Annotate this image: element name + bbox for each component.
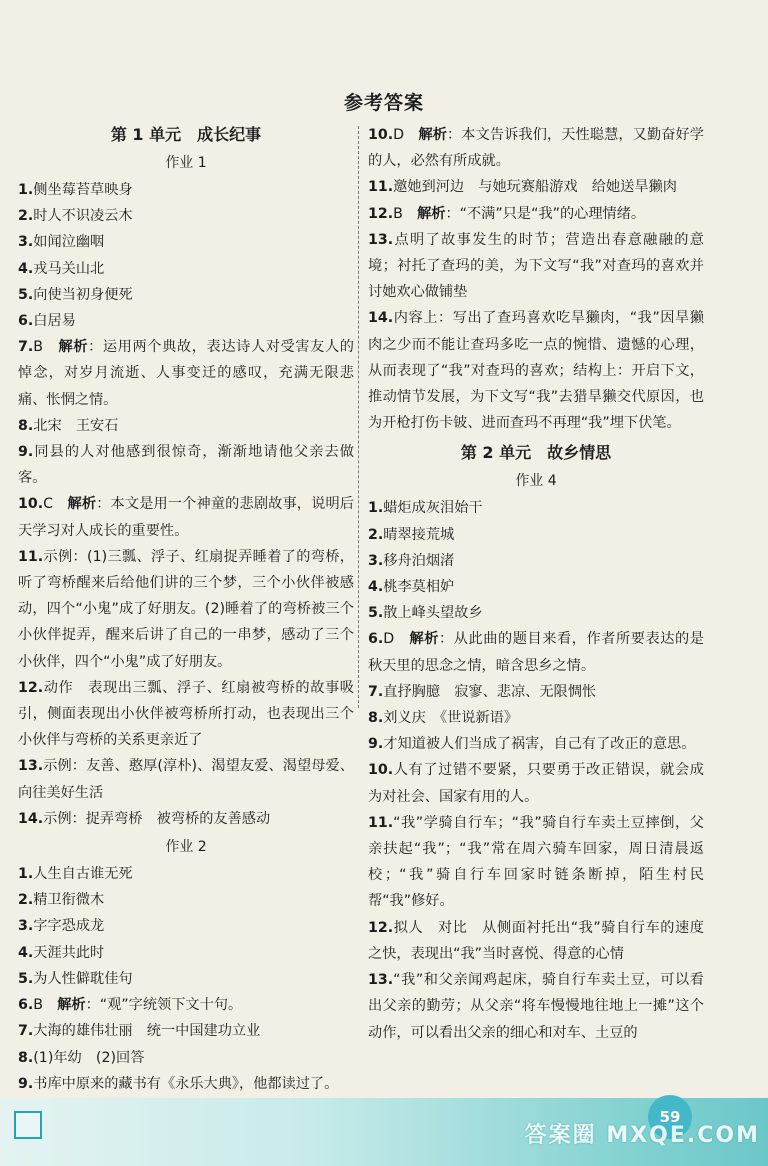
- answer-item: [18, 675, 354, 754]
- answer-number: 13.: [368, 231, 394, 248]
- answer-item: [368, 495, 704, 521]
- answer-number: 6.: [368, 631, 384, 648]
- answer-number: 11.: [368, 814, 394, 831]
- answer-number: 5.: [18, 970, 34, 987]
- answer-item: [18, 887, 354, 913]
- answer-text: 内容上：写出了查玛喜欢吃旱獭肉，“我”因旱獭肉之少而不能让查玛多吃一点的惋惜、遗憾的心理，从而表现了“我”对查玛的喜欢；结构上：开启下文，推动情节发展，为下文写“我”去猎旱獭交代原因，也为开枪打伤卡铍、进而查玛不再理“我”埋下伏笔。: [368, 310, 704, 432]
- answer-text: 蜡炬成灰泪始干: [383, 500, 483, 517]
- answer-item: [18, 413, 354, 439]
- answer-item: [368, 174, 704, 200]
- answer-item: [18, 1071, 354, 1097]
- answer-item: [368, 600, 704, 626]
- answer-number: 9.: [18, 1075, 34, 1092]
- analysis-label: 解析: [409, 631, 440, 648]
- answer-number: 3.: [18, 234, 34, 251]
- answer-choice: B: [33, 339, 59, 356]
- answer-number: 4.: [368, 579, 384, 596]
- answer-number: 13.: [368, 972, 394, 989]
- answer-item: [18, 256, 354, 282]
- answer-item: [18, 913, 354, 939]
- answer-number: 7.: [18, 1023, 34, 1040]
- answer-number: 3.: [368, 552, 384, 569]
- answer-text: 直抒胸臆 寂寥、悲凉、无限惆怅: [383, 683, 597, 700]
- answer-number: 14.: [18, 810, 44, 827]
- answer-text: 大海的雄伟壮丽 统一中国建功立业: [33, 1023, 261, 1040]
- homework-3-continued-list: [368, 122, 704, 436]
- answer-number: 11.: [368, 179, 394, 196]
- answer-number: 2.: [368, 526, 384, 543]
- answer-item: [368, 810, 704, 915]
- answer-text: ：从此曲的题目来看，作者所要表达的是秋天里的思念之情，暗含思乡之情。: [368, 631, 704, 674]
- answer-number: 9.: [368, 736, 384, 753]
- right-column: [368, 122, 704, 1046]
- page-title: 参考答案: [343, 92, 424, 114]
- answer-number: 10.: [368, 762, 394, 779]
- answer-item: [368, 705, 704, 731]
- answer-number: 4.: [18, 260, 34, 277]
- answer-item: [18, 229, 354, 255]
- unit-2-title: 第 2 单元 故乡情思: [460, 443, 612, 463]
- answer-text: 人有了过错不要紧，只要勇于改正错误，就会成为对社会、国家有用的人。: [368, 762, 704, 805]
- answer-item: [18, 334, 354, 413]
- answer-number: 4.: [18, 944, 34, 961]
- analysis-label: 解析: [58, 339, 89, 356]
- answer-text: “我”学骑自行车；“我”骑自行车卖土豆摔倒，父亲扶起“我”；“我”常在周六骑车回家，周日清晨返校；“我”骑自行车回家时链条断掉，陌生村民帮“我”修好。: [368, 814, 704, 910]
- answer-choice: D: [393, 127, 419, 143]
- answer-item: [368, 731, 704, 757]
- answer-text: 示例：捉弄弯桥 被弯桥的友善感动: [43, 810, 271, 827]
- answer-item: [18, 753, 354, 805]
- homework-2-list: [18, 861, 354, 1097]
- answer-item: [18, 203, 354, 229]
- answer-text: 刘义庆 《世说新语》: [383, 710, 519, 727]
- answer-text: 移舟泊烟渚: [383, 552, 455, 569]
- homework-1-list: [18, 177, 354, 832]
- answer-text: 如闻泣幽咽: [33, 234, 105, 251]
- answer-number: 12.: [18, 679, 44, 696]
- answer-number: 14.: [368, 310, 394, 327]
- answer-number: 5.: [18, 286, 34, 303]
- answer-text: 书库中原来的藏书有《永乐大典》，他都读过了。: [33, 1075, 339, 1092]
- answer-item: [18, 544, 354, 675]
- answer-item: [368, 967, 704, 1046]
- answer-number: 7.: [18, 339, 34, 356]
- answer-text: 时人不识凌云木: [33, 208, 133, 225]
- answer-item: [368, 122, 704, 174]
- answer-text: ：“不满”只是“我”的心理情绪。: [445, 205, 646, 222]
- answer-text: 向使当初身便死: [33, 286, 133, 303]
- answer-item: [18, 806, 354, 832]
- answer-text: 散上峰头望故乡: [383, 605, 483, 622]
- answer-item: [18, 282, 354, 308]
- answer-item: [18, 1018, 354, 1044]
- answer-text: 拟人 对比 从侧面衬托出“我”骑自行车的速度之快，表现出“我”当时喜悦、得意的心情: [368, 919, 704, 962]
- answer-text: ：“观”字统领下文十句。: [85, 997, 243, 1014]
- answer-number: 10.: [368, 127, 394, 143]
- answer-item: [368, 679, 704, 705]
- answer-number: 13.: [18, 758, 44, 775]
- answer-text: 人生自古谁无死: [33, 866, 133, 883]
- answer-text: 戎马关山北: [33, 260, 105, 277]
- answer-text: 字字恐成龙: [33, 918, 105, 935]
- answer-number: 3.: [18, 918, 34, 935]
- answer-choice: B: [393, 205, 418, 222]
- watermark: 答案圈 MXQE.COM: [524, 1123, 760, 1148]
- answer-number: 1.: [18, 182, 34, 198]
- homework-2-title: 作业 2: [165, 839, 207, 856]
- analysis-label: 解析: [417, 205, 446, 222]
- answer-number: 8.: [18, 417, 34, 434]
- answer-choice: C: [43, 496, 68, 513]
- answer-item: [18, 491, 354, 543]
- answer-number: 6.: [18, 997, 34, 1014]
- answer-item: [368, 574, 704, 600]
- answer-item: [368, 915, 704, 967]
- answer-choice: B: [33, 997, 58, 1014]
- answer-text: ：本文是用一个神童的悲剧故事，说明后天学习对人成长的重要性。: [18, 496, 354, 539]
- page-number: 59: [648, 1095, 692, 1139]
- answer-text: 点明了故事发生的时节；营造出春意融融的意境；衬托了查玛的美，为下文写“我”对查玛的喜欢并讨她欢心做铺垫: [368, 231, 704, 301]
- answer-number: 2.: [18, 208, 34, 225]
- answer-item: [368, 522, 704, 548]
- analysis-label: 解析: [418, 127, 448, 143]
- answer-text: 精卫衔微木: [33, 892, 105, 909]
- analysis-label: 解析: [67, 496, 97, 513]
- answer-number: 12.: [368, 205, 394, 222]
- answer-text: 同县的人对他感到很惊奇，渐渐地请他父亲去做客。: [18, 444, 354, 487]
- answer-item: [368, 626, 704, 678]
- answer-number: 11.: [18, 548, 44, 565]
- answer-text: (1)年幼 (2)回答: [33, 1049, 145, 1066]
- answer-number: 12.: [368, 919, 394, 936]
- answer-number: 1.: [368, 500, 384, 517]
- answer-item: [368, 227, 704, 306]
- answer-number: 7.: [368, 683, 384, 700]
- answer-number: 9.: [18, 444, 34, 461]
- answer-number: 1.: [18, 866, 34, 883]
- answer-item: [18, 940, 354, 966]
- answer-choice: D: [383, 631, 410, 648]
- answer-text: ：本文告诉我们，天性聪慧，又勤奋好学的人，必然有所成就。: [368, 127, 704, 170]
- answer-item: [18, 966, 354, 992]
- answer-text: 桃李莫相妒: [383, 579, 455, 596]
- unit-1-title: 第 1 单元 成长纪事: [110, 125, 262, 144]
- answer-number: 6.: [18, 313, 34, 330]
- footer-square-icon: [14, 1111, 42, 1139]
- answer-item: [18, 1045, 354, 1071]
- answer-number: 5.: [368, 605, 384, 622]
- answer-text: 天涯共此时: [33, 944, 105, 961]
- answer-text: 晴翠接荒城: [383, 526, 455, 543]
- answer-text: 动作 表现出三瓢、浮子、红扇被弯桥的故事吸引，侧面表现出小伙伴被弯桥所打动，也表现出三个小伙伴与弯桥的关系更亲近了: [18, 679, 354, 749]
- answer-text: 侧坐莓苔草映身: [33, 182, 133, 198]
- answer-text: ：运用两个典故，表达诗人对受害友人的悼念，对岁月流逝、人事变迁的感叹，充满无限悲痛、怅惘之情。: [18, 339, 354, 408]
- answer-text: 才知道被人们当成了祸害，自己有了改正的意思。: [383, 736, 696, 753]
- analysis-label: 解析: [57, 997, 86, 1014]
- answer-item: [368, 305, 704, 436]
- column-divider: [358, 126, 359, 708]
- answer-number: 10.: [18, 496, 44, 513]
- answer-item: [18, 861, 354, 887]
- answer-text: “我”和父亲闻鸡起床，骑自行车卖土豆，可以看出父亲的勤劳；从父亲“将车慢慢地往地上一摊”这个动作，可以看出父亲的细心和对车、土豆的: [368, 972, 704, 1041]
- left-column: [18, 122, 354, 1097]
- answer-number: 8.: [18, 1049, 34, 1066]
- answer-item: [368, 201, 704, 227]
- answer-number: 2.: [18, 892, 34, 909]
- homework-4-list: [368, 495, 704, 1045]
- homework-1-title: 作业 1: [165, 155, 207, 171]
- answer-item: [18, 177, 354, 203]
- answer-text: 示例：(1)三瓢、浮子、红扇捉弄睡着了的弯桥，听了弯桥醒来后给他们讲的三个梦，三个小伙伴被感动，四个“小鬼”成了好朋友。(2)睡着了的弯桥被三个小伙伴捉弄，醒来后讲了自己的一串梦，感动了三个小伙伴，四个“小鬼”成了好朋友。: [18, 548, 354, 670]
- answer-text: 示例：友善、憨厚(淳朴)、渴望友爱、渴望母爱、向往美好生活: [18, 758, 354, 801]
- answer-item: [18, 439, 354, 491]
- answer-text: 白居易: [33, 313, 76, 330]
- answer-item: [18, 992, 354, 1018]
- answer-item: [368, 548, 704, 574]
- answer-text: 北宋 王安石: [33, 417, 119, 434]
- answer-text: 邀她到河边 与她玩赛船游戏 给她送旱獭肉: [393, 179, 677, 196]
- answer-item: [368, 757, 704, 809]
- answer-item: [18, 308, 354, 334]
- answer-number: 8.: [368, 710, 384, 727]
- answer-text: 为人性僻耽佳句: [33, 970, 133, 987]
- homework-4-title: 作业 4: [515, 473, 557, 490]
